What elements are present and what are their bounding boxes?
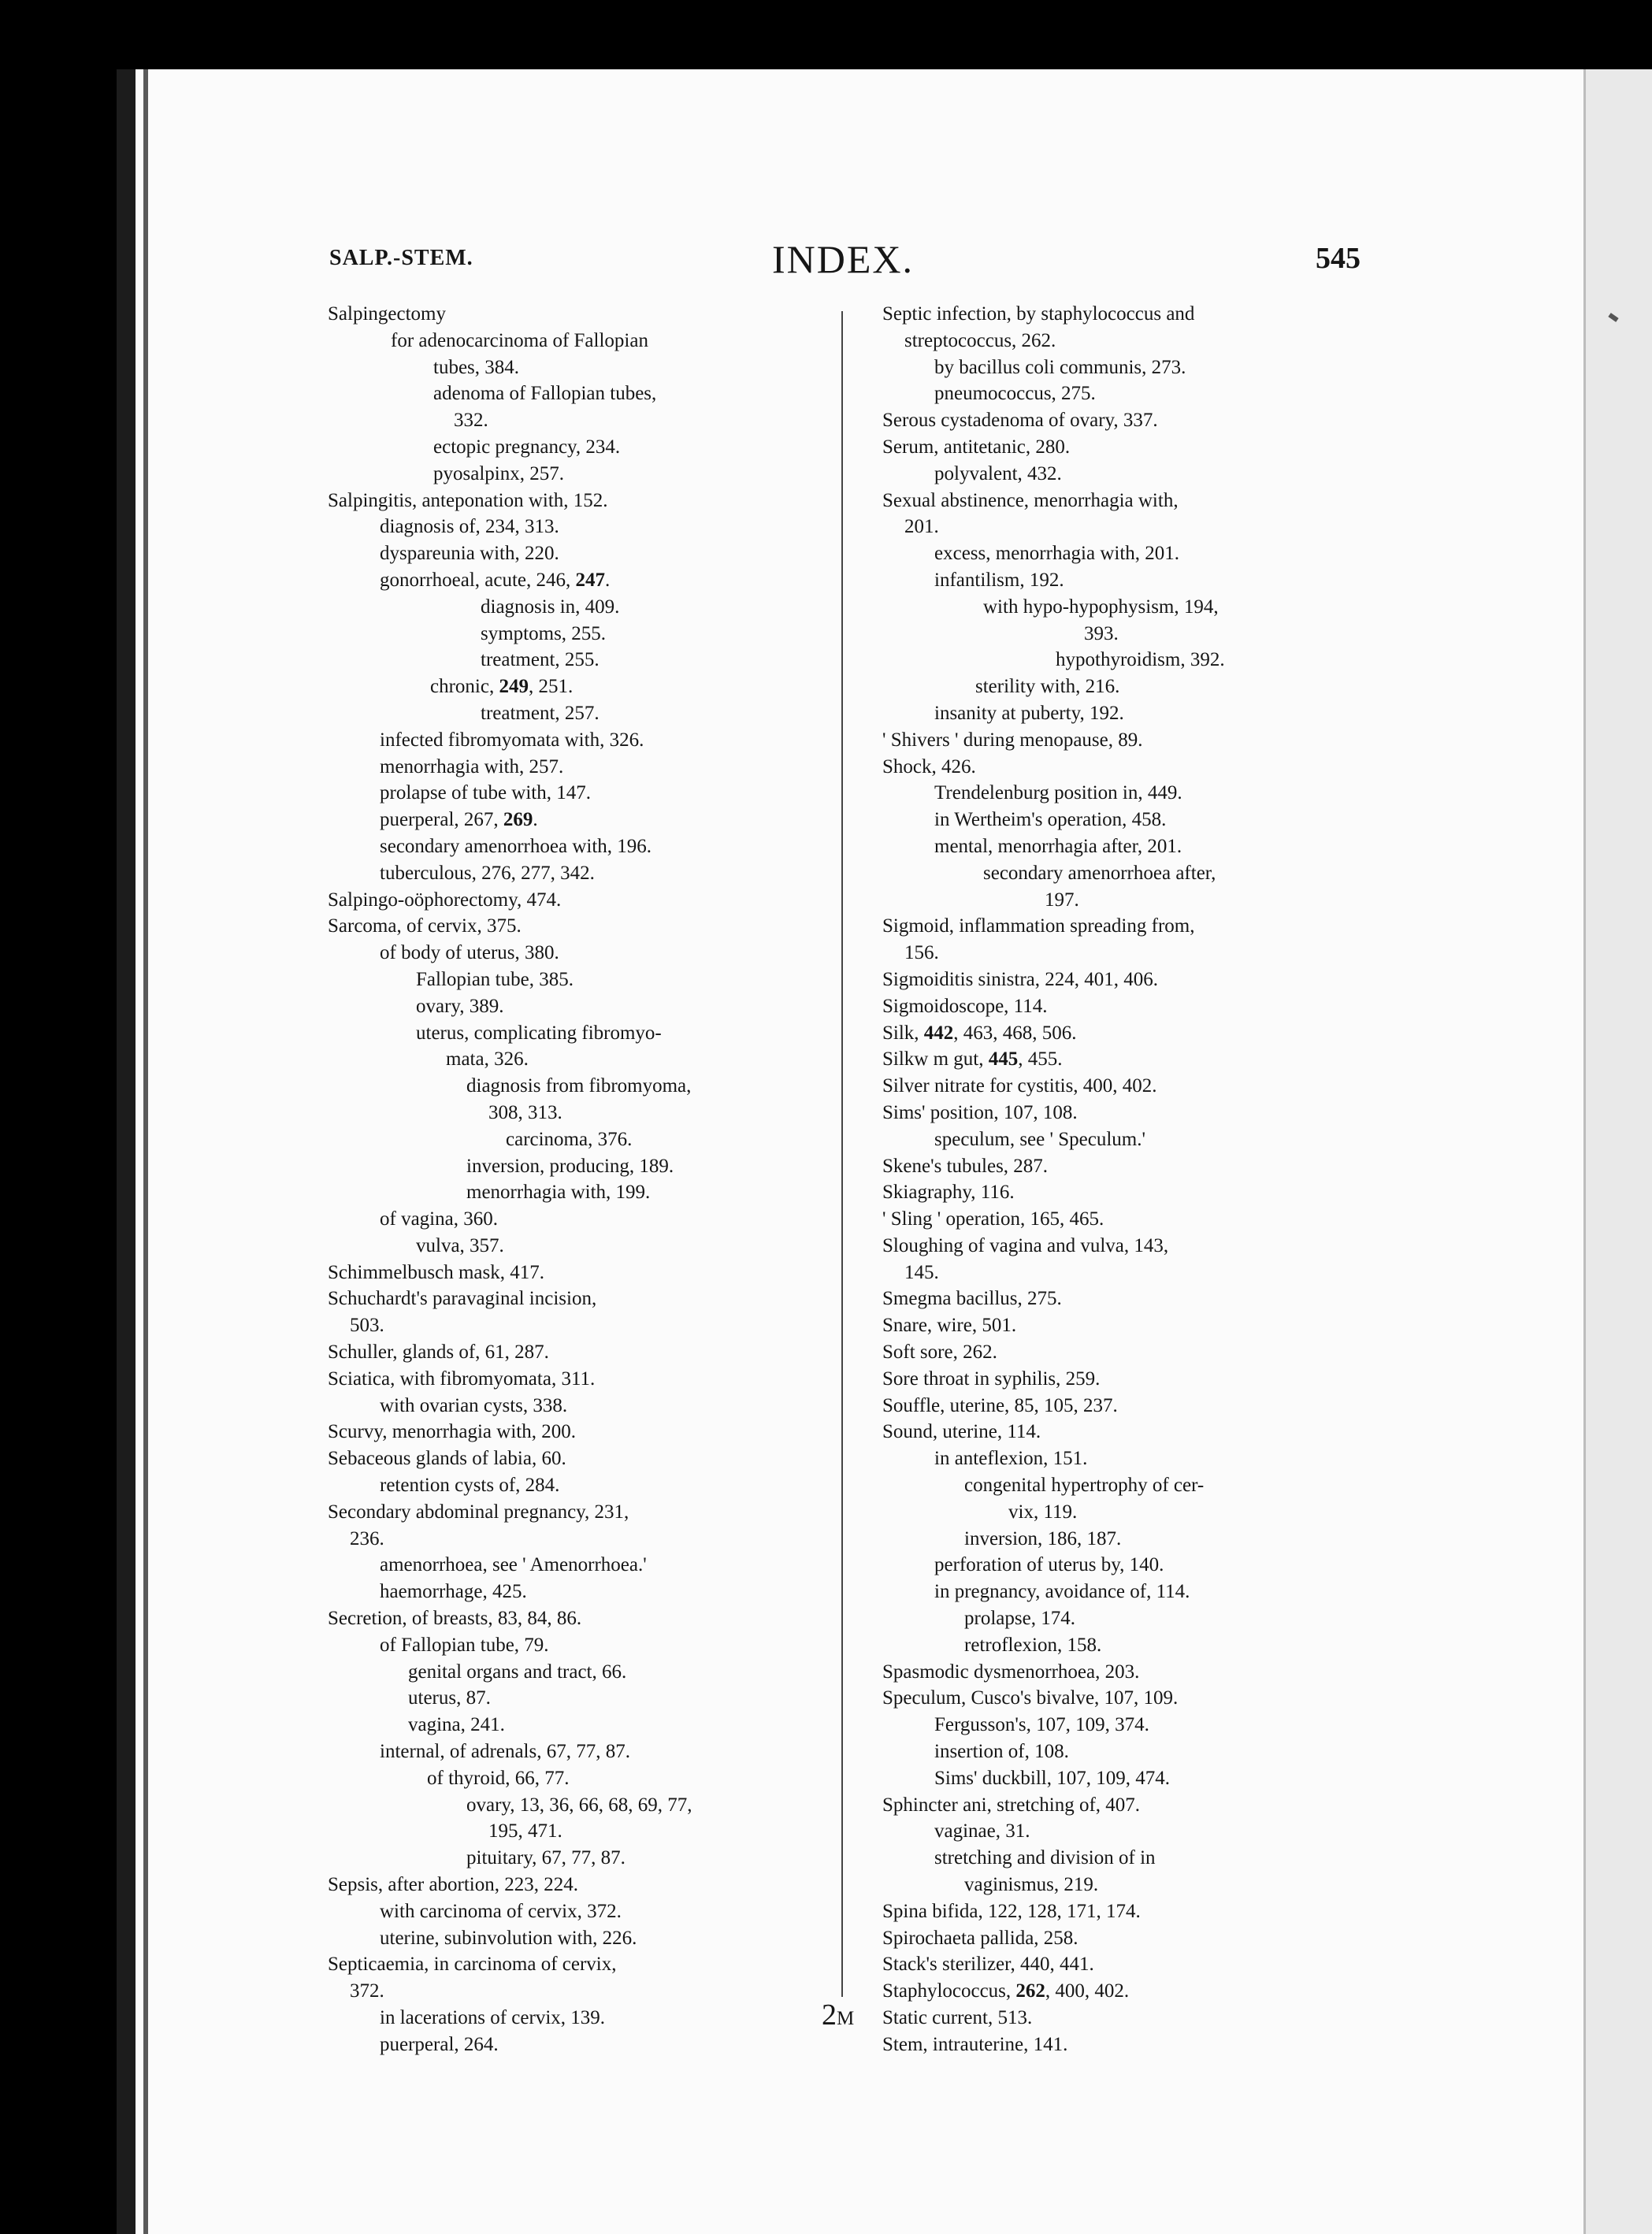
index-entry — [328, 913, 800, 940]
index-entry — [328, 2032, 800, 2058]
index-entry-principal-page: 247 — [575, 569, 606, 591]
index-entry — [882, 993, 1355, 1020]
index-entry — [328, 301, 800, 328]
index-entry-text: Sloughing of vagina and vulva, 143, — [882, 1234, 1169, 1256]
index-entry — [328, 2005, 800, 2032]
index-entry-text: uterine, subinvolution with, 226. — [380, 1927, 637, 1949]
index-entry — [328, 1233, 800, 1260]
index-entry — [328, 1445, 800, 1472]
index-entry — [882, 1366, 1355, 1393]
index-entry-text: Spirochaeta pallida, 258. — [882, 1927, 1078, 1949]
index-entry — [882, 328, 1355, 354]
index-entry — [882, 434, 1355, 461]
index-entry-text: retention cysts of, 284. — [380, 1475, 560, 1497]
index-entry-text: insanity at puberty, 192. — [934, 702, 1124, 724]
index-entry-text: Sciatica, with fibromyomata, 311. — [328, 1367, 596, 1390]
index-entry-rest: , 463, 468, 506. — [953, 1022, 1077, 1044]
index-entry — [328, 1605, 800, 1632]
index-entry — [328, 1339, 800, 1366]
index-entry-text: ovary, 389. — [416, 995, 504, 1017]
index-entry — [882, 621, 1355, 648]
index-entry — [328, 1552, 800, 1579]
index-entry — [882, 1632, 1355, 1659]
index-entry — [882, 1339, 1355, 1366]
index-entry — [882, 354, 1355, 381]
index-entry-text: 156. — [904, 942, 939, 964]
index-entry-text: Sphincter ani, stretching of, 407. — [882, 1794, 1141, 1816]
index-entry — [882, 2005, 1355, 2032]
index-entry — [882, 940, 1355, 967]
index-entry-text: Fallopian tube, 385. — [416, 968, 574, 990]
index-entry — [882, 1898, 1355, 1925]
index-entry-text: uterus, complicating fibromyo- — [416, 1022, 662, 1044]
index-entry-text: dyspareunia with, 220. — [380, 543, 559, 565]
index-entry — [328, 328, 800, 354]
index-entry — [328, 1872, 800, 1898]
index-entry — [882, 1526, 1355, 1553]
index-entry — [882, 514, 1355, 540]
index-entry — [328, 993, 800, 1020]
index-entry — [328, 1366, 800, 1393]
index-entry-text: with ovarian cysts, 338. — [380, 1394, 568, 1416]
index-entry-text: treatment, 255. — [481, 649, 600, 671]
index-entry-text: stretching and division of in — [934, 1847, 1156, 1869]
index-entry-text: Sarcoma, of cervix, 375. — [328, 915, 522, 937]
index-entry — [882, 1206, 1355, 1233]
index-entry — [882, 1845, 1355, 1872]
index-entry-text: Sebaceous glands of labia, 60. — [328, 1448, 566, 1470]
index-entry-text: in anteflexion, 151. — [934, 1448, 1088, 1470]
running-head-range: SALP.-STEM. — [329, 246, 473, 270]
index-entry — [328, 1739, 800, 1765]
index-entry — [328, 1126, 800, 1153]
index-entry-text: ' Sling ' operation, 165, 465. — [882, 1208, 1104, 1230]
index-entry-text: by bacillus coli communis, 273. — [934, 356, 1186, 378]
running-head-title: INDEX. — [772, 237, 915, 281]
index-entry-text: speculum, see ' Speculum.' — [934, 1128, 1145, 1150]
index-entry — [882, 1818, 1355, 1845]
index-entry-rest: , 400, 402. — [1045, 1980, 1130, 2002]
index-entry — [328, 967, 800, 993]
index-entry-text: diagnosis in, 409. — [481, 596, 620, 618]
index-entry — [328, 1765, 800, 1792]
index-entry-text: puerperal, 264. — [380, 2033, 499, 2055]
index-entry — [882, 1472, 1355, 1499]
index-entry — [882, 1020, 1355, 1047]
index-entry-text: excess, menorrhagia with, 201. — [934, 543, 1180, 565]
index-entry-text: Sigmoidoscope, 114. — [882, 995, 1048, 1017]
index-entry-text: of Fallopian tube, 79. — [380, 1634, 549, 1656]
index-entry — [328, 1632, 800, 1659]
index-entry — [882, 1126, 1355, 1153]
index-entry-text: Speculum, Cusco's bivalve, 107, 109. — [882, 1687, 1179, 1709]
index-entry-text: menorrhagia with, 199. — [466, 1182, 651, 1204]
index-entry — [328, 354, 800, 381]
index-entry-principal-page: 249 — [499, 676, 529, 698]
index-entry-text: chronic, — [430, 676, 499, 698]
index-entry — [882, 1073, 1355, 1100]
index-entry-text: Silver nitrate for cystitis, 400, 402. — [882, 1075, 1157, 1097]
index-entry — [882, 674, 1355, 700]
index-entry-text: with carcinoma of cervix, 372. — [380, 1900, 622, 1922]
index-entry — [882, 1685, 1355, 1712]
index-entry-text: Secretion, of breasts, 83, 84, 86. — [328, 1608, 582, 1630]
page-number: 545 — [1316, 242, 1361, 275]
index-entry — [328, 727, 800, 754]
index-entry-text: infantilism, 192. — [934, 569, 1064, 591]
index-entry-text: 201. — [904, 516, 939, 538]
index-entry-text: with hypo-hypophysism, 194, — [983, 596, 1219, 618]
index-entry — [328, 1073, 800, 1100]
index-entry — [882, 1179, 1355, 1206]
index-entry-text: symptoms, 255. — [481, 622, 607, 644]
index-entry-text: diagnosis from fibromyoma, — [466, 1075, 692, 1097]
index-entry — [882, 567, 1355, 594]
index-entry — [882, 461, 1355, 488]
index-entry-text: Serous cystadenoma of ovary, 337. — [882, 410, 1158, 432]
index-entry-rest: , 251. — [528, 676, 574, 698]
index-entry — [328, 488, 800, 514]
index-entry — [328, 1898, 800, 1925]
index-entry — [882, 1712, 1355, 1739]
index-entry — [882, 540, 1355, 567]
index-entry — [328, 1951, 800, 1978]
index-entry — [328, 1978, 800, 2005]
index-entry — [328, 461, 800, 488]
index-entry — [328, 434, 800, 461]
index-entry-text: puerperal, 267, — [380, 809, 503, 831]
index-entry-text: Souffle, uterine, 85, 105, 237. — [882, 1394, 1118, 1416]
index-entry — [882, 860, 1355, 887]
index-entry-text: Schuchardt's paravaginal incision, — [328, 1288, 597, 1310]
index-entry-text: vix, 119. — [1008, 1501, 1078, 1523]
index-entry — [328, 514, 800, 540]
index-entry — [882, 1046, 1355, 1073]
index-entry-text: Smegma bacillus, 275. — [882, 1288, 1062, 1310]
index-entry-text: infected fibromyomata with, 326. — [380, 729, 644, 751]
index-entry — [882, 1100, 1355, 1126]
index-entry — [328, 1312, 800, 1339]
signature-number: 2 — [822, 1998, 837, 2032]
index-entry — [882, 1552, 1355, 1579]
index-entry — [328, 674, 800, 700]
index-entry — [328, 1792, 800, 1819]
index-entry — [882, 1925, 1355, 1952]
index-entry — [882, 1445, 1355, 1472]
index-entry-text: pyosalpinx, 257. — [433, 462, 564, 484]
index-entry — [328, 1579, 800, 1605]
index-entry — [328, 621, 800, 648]
index-entry — [328, 940, 800, 967]
index-entry — [882, 1499, 1355, 1526]
index-entry — [328, 780, 800, 807]
binding-spine — [117, 69, 136, 2234]
index-entry-text: Silk, — [882, 1022, 924, 1044]
index-entry-text: Stack's sterilizer, 440, 441. — [882, 1954, 1094, 1976]
index-entry-text: genital organs and tract, 66. — [408, 1661, 627, 1683]
index-entry-text: Snare, wire, 501. — [882, 1315, 1017, 1337]
index-entry-text: 393. — [1084, 622, 1119, 644]
index-entry — [328, 887, 800, 914]
index-entry — [328, 1419, 800, 1445]
index-entry-text: 308, 313. — [488, 1101, 562, 1123]
index-entry — [882, 594, 1355, 621]
index-entry-text: Skene's tubules, 287. — [882, 1155, 1049, 1177]
index-entry-text: Sigmoiditis sinistra, 224, 401, 406. — [882, 968, 1159, 990]
index-entry — [882, 1605, 1355, 1632]
index-entry-text: prolapse of tube with, 147. — [380, 782, 592, 804]
binding-shadow — [143, 69, 148, 2234]
index-entry-text: mental, menorrhagia after, 201. — [934, 835, 1182, 857]
index-entry-text: ' Shivers ' during menopause, 89. — [882, 729, 1143, 751]
index-entry — [328, 1286, 800, 1312]
index-entry — [882, 301, 1355, 328]
index-entry-text: hypothyroidism, 392. — [1056, 649, 1225, 671]
index-entry — [328, 594, 800, 621]
index-entry — [882, 1579, 1355, 1605]
index-entry — [328, 700, 800, 727]
index-entry-text: Scurvy, menorrhagia with, 200. — [328, 1421, 576, 1443]
index-entry-rest: . — [605, 569, 611, 591]
index-entry — [328, 807, 800, 833]
index-entry-text: Soft sore, 262. — [882, 1342, 997, 1364]
index-entry — [328, 1712, 800, 1739]
index-entry-text: Secondary abdominal pregnancy, 231, — [328, 1501, 629, 1523]
index-entry — [882, 380, 1355, 407]
index-entry — [328, 1818, 800, 1845]
index-entry-text: streptococcus, 262. — [904, 329, 1056, 351]
index-entry — [882, 1765, 1355, 1792]
index-entry — [882, 780, 1355, 807]
index-entry-text: prolapse, 174. — [964, 1608, 1075, 1630]
index-entry — [882, 727, 1355, 754]
index-entry-text: gonorrhoeal, acute, 246, — [380, 569, 576, 591]
index-entry — [328, 754, 800, 781]
index-entry-text: Septic infection, by staphylococcus and — [882, 303, 1195, 325]
index-entry — [328, 1206, 800, 1233]
index-entry-text: of thyroid, 66, 77. — [427, 1767, 570, 1789]
index-entry-text: retroflexion, 158. — [964, 1634, 1102, 1656]
index-entry — [328, 833, 800, 860]
index-entry — [882, 833, 1355, 860]
index-entry-text: secondary amenorrhoea after, — [983, 862, 1216, 884]
index-entry — [882, 1792, 1355, 1819]
index-entry-text: Salpingectomy — [328, 303, 446, 325]
index-entry-text: menorrhagia with, 257. — [380, 755, 564, 777]
index-entry — [328, 1020, 800, 1047]
index-entry — [882, 1659, 1355, 1686]
index-entry — [328, 380, 800, 407]
index-entry — [882, 1739, 1355, 1765]
index-entry-text: for adenocarcinoma of Fallopian — [391, 329, 648, 351]
index-entry — [328, 1499, 800, 1526]
index-entry-text: 197. — [1045, 889, 1079, 911]
index-entry — [882, 887, 1355, 914]
index-entry-principal-page: 269 — [503, 809, 533, 831]
index-entry — [328, 1179, 800, 1206]
index-entry-text: insertion of, 108. — [934, 1741, 1069, 1763]
index-entry-text: Sims' duckbill, 107, 109, 474. — [934, 1767, 1170, 1789]
index-entry — [328, 860, 800, 887]
index-entry — [328, 540, 800, 567]
index-entry-text: amenorrhoea, see ' Amenorrhoea.' — [380, 1554, 647, 1576]
index-entry — [882, 1286, 1355, 1312]
index-entry-text: in lacerations of cervix, 139. — [380, 2007, 606, 2028]
index-entry-text: Sound, uterine, 114. — [882, 1421, 1041, 1443]
index-entry-text: Fergusson's, 107, 109, 374. — [934, 1714, 1149, 1736]
index-entry-text: perforation of uterus by, 140. — [934, 1554, 1164, 1576]
index-entry — [882, 1872, 1355, 1898]
index-entry-text: Septicaemia, in carcinoma of cervix, — [328, 1954, 617, 1976]
index-entry-text: sterility with, 216. — [975, 676, 1120, 698]
index-entry-principal-page: 442 — [923, 1022, 954, 1044]
index-entry-text: Salpingo-oöphorectomy, 474. — [328, 889, 562, 911]
index-entry-text: carcinoma, 376. — [506, 1128, 633, 1150]
index-entry — [328, 1393, 800, 1419]
index-entry-text: uterus, 87. — [408, 1687, 491, 1709]
index-entry-text: Stem, intrauterine, 141. — [882, 2033, 1068, 2055]
index-entry-text: vagina, 241. — [408, 1714, 505, 1736]
index-entry-text: Silkw m gut, — [882, 1048, 989, 1071]
index-entry — [882, 700, 1355, 727]
index-entry-text: Schimmelbusch mask, 417. — [328, 1261, 544, 1283]
index-entry — [328, 1685, 800, 1712]
index-entry-text: treatment, 257. — [481, 702, 600, 724]
index-entry-text: Sexual abstinence, menorrhagia with, — [882, 489, 1179, 511]
index-entry — [882, 1419, 1355, 1445]
index-entry-text: pituitary, 67, 77, 87. — [466, 1847, 626, 1869]
index-entry — [882, 488, 1355, 514]
signature-letter: M — [837, 2008, 855, 2029]
index-entry-text: haemorrhage, 425. — [380, 1581, 527, 1603]
index-entry-text: mata, 326. — [446, 1048, 529, 1071]
index-entry — [328, 1925, 800, 1952]
index-entry-text: in pregnancy, avoidance of, 114. — [934, 1581, 1190, 1603]
index-entry-rest: . — [533, 809, 538, 831]
index-entry-text: diagnosis of, 234, 313. — [380, 516, 559, 538]
index-entry-text: 145. — [904, 1261, 939, 1283]
index-entry-text: pneumococcus, 275. — [934, 383, 1096, 405]
index-entry — [882, 754, 1355, 781]
index-entry-text: vulva, 357. — [416, 1234, 504, 1256]
column-rule — [841, 311, 843, 1997]
index-entry-text: Shock, 426. — [882, 755, 976, 777]
index-entry-text: Schuller, glands of, 61, 287. — [328, 1342, 549, 1364]
index-entry-principal-page: 262 — [1015, 1980, 1045, 2002]
index-entry-text: tubes, 384. — [433, 356, 520, 378]
index-entry-text: Spina bifida, 122, 128, 171, 174. — [882, 1900, 1141, 1922]
index-entry-text: congenital hypertrophy of cer- — [964, 1475, 1205, 1497]
index-entry — [328, 1659, 800, 1686]
index-entry — [328, 407, 800, 434]
index-entry-text: Static current, 513. — [882, 2007, 1033, 2028]
index-entry — [882, 407, 1355, 434]
index-entry — [328, 1472, 800, 1499]
index-entry-text: of body of uterus, 380. — [380, 942, 559, 964]
index-entry — [882, 807, 1355, 833]
index-entry-text: 236. — [350, 1527, 384, 1549]
index-entry — [328, 647, 800, 674]
index-entry-text: 332. — [454, 410, 488, 432]
index-entry-text: Spasmodic dysmenorrhoea, 203. — [882, 1661, 1140, 1683]
index-entry-text: inversion, 186, 187. — [964, 1527, 1122, 1549]
index-entry-text: Salpingitis, anteponation with, 152. — [328, 489, 608, 511]
index-entry-text: 503. — [350, 1315, 384, 1337]
index-entry — [882, 647, 1355, 674]
index-entry — [882, 913, 1355, 940]
index-entry — [882, 1153, 1355, 1180]
index-entry-text: Staphylococcus, — [882, 1980, 1016, 2002]
index-entry-rest: , 455. — [1018, 1048, 1063, 1071]
index-entry-text: secondary amenorrhoea with, 196. — [380, 835, 652, 857]
index-entry — [328, 567, 800, 594]
index-entry-text: vaginismus, 219. — [964, 1874, 1099, 1896]
index-entry-text: polyvalent, 432. — [934, 462, 1062, 484]
index-entry — [328, 1260, 800, 1286]
index-entry — [328, 1100, 800, 1126]
index-entry-text: ectopic pregnancy, 234. — [433, 436, 621, 458]
index-entry-text: of vagina, 360. — [380, 1208, 498, 1230]
index-entry-text: vaginae, 31. — [934, 1820, 1030, 1842]
index-entry-text: 372. — [350, 1980, 384, 2002]
index-entry-text: inversion, producing, 189. — [466, 1155, 674, 1177]
index-entry-text: Sepsis, after abortion, 223, 224. — [328, 1874, 579, 1896]
index-entry-text: adenoma of Fallopian tubes, — [433, 383, 657, 405]
index-entry-text: 195, 471. — [488, 1820, 562, 1842]
index-entry — [328, 1046, 800, 1073]
index-entry-text: tuberculous, 276, 277, 342. — [380, 862, 595, 884]
index-entry-text: in Wertheim's operation, 458. — [934, 809, 1167, 831]
index-entry — [882, 1978, 1355, 2005]
index-entry — [882, 1260, 1355, 1286]
index-entry-text: Serum, antitetanic, 280. — [882, 436, 1071, 458]
index-entry — [882, 2032, 1355, 2058]
index-column-right — [882, 301, 1355, 2058]
page-edge — [1583, 69, 1652, 2234]
index-entry — [882, 967, 1355, 993]
index-entry-text: Skiagraphy, 116. — [882, 1182, 1015, 1204]
index-entry — [328, 1153, 800, 1180]
index-entry-text: internal, of adrenals, 67, 77, 87. — [380, 1741, 630, 1763]
index-column-left — [328, 301, 800, 2058]
index-entry-text: Sims' position, 107, 108. — [882, 1101, 1078, 1123]
index-entry-text: Sore throat in syphilis, 259. — [882, 1367, 1101, 1390]
index-entry — [328, 1526, 800, 1553]
index-entry-principal-page: 445 — [988, 1048, 1019, 1071]
index-entry-text: ovary, 13, 36, 66, 68, 69, 77, — [466, 1794, 692, 1816]
index-entry-text: Sigmoid, inflammation spreading from, — [882, 915, 1195, 937]
index-entry-text: Trendelenburg position in, 449. — [934, 782, 1182, 804]
signature-mark — [822, 1998, 854, 2032]
index-entry — [328, 1845, 800, 1872]
index-entry — [882, 1393, 1355, 1419]
index-entry — [882, 1312, 1355, 1339]
index-entry — [882, 1951, 1355, 1978]
index-entry — [882, 1233, 1355, 1260]
